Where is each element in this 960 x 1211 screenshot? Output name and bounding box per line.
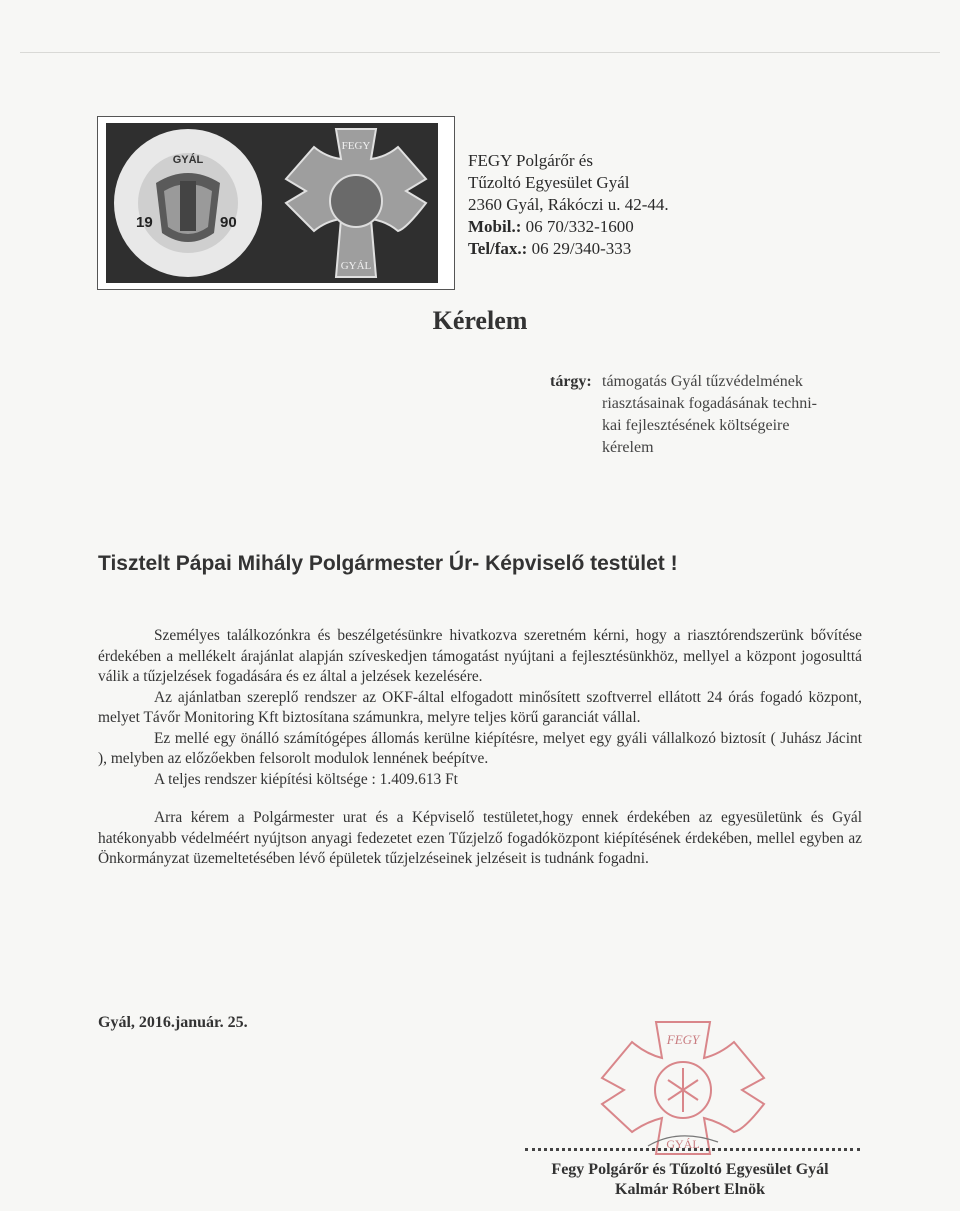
letterhead-logo-box bbox=[97, 116, 455, 290]
tel-value: 06 29/340-333 bbox=[527, 239, 632, 258]
polgarorseg-seal-icon bbox=[114, 129, 262, 277]
mobil-line bbox=[468, 216, 669, 238]
subject-line: kérelem bbox=[602, 439, 654, 456]
paragraph: Arra kérem a Polgármester urat és a Képviselő testületet,hogy ennek érdekében az egyesületünk és Gyál hatékonyabb védelméért nyújtson anyagi fedezetet ezen Tűzjelző fogadóközpont kiépítésének érdekében, mellel egyben az Önkormányzat üzemeltetésében lévő épületek tűzjelzéseinek jelzéseit is tudnánk fogadni. bbox=[98, 809, 862, 867]
subject-line: támogatás Gyál tűzvédelmének bbox=[602, 373, 803, 390]
letter-body bbox=[98, 626, 862, 870]
signature-dotted-line bbox=[525, 1148, 860, 1155]
svg-text:90: 90 bbox=[220, 214, 237, 231]
svg-text:GYÁL: GYÁL bbox=[340, 260, 372, 272]
tel-line bbox=[468, 238, 669, 260]
signer-block bbox=[520, 1160, 860, 1200]
top-rule bbox=[20, 52, 940, 53]
svg-text:FEGY: FEGY bbox=[341, 140, 371, 152]
subject-line: kai fejlesztésének költségeire bbox=[602, 417, 790, 434]
date-line: Gyál, 2016.január. 25. bbox=[98, 1014, 248, 1031]
logo-band bbox=[106, 123, 438, 283]
address: 2360 Gyál, Rákóczi u. 42-44. bbox=[468, 195, 669, 214]
subject-block bbox=[550, 371, 818, 456]
org-line2: Tűzoltó Egyesület Gyál bbox=[468, 173, 630, 192]
subject-line: riasztásainak fogadásának techni- bbox=[602, 395, 818, 412]
cost-paragraph: A teljes rendszer kiépítési költsége : 1.409.613 Ft bbox=[154, 770, 458, 788]
svg-text:19: 19 bbox=[136, 214, 153, 231]
signer-org: Fegy Polgárőr és Tűzoltó Egyesület Gyál bbox=[551, 1161, 829, 1178]
org-line1: FEGY Polgárőr és bbox=[468, 151, 593, 170]
signer-name: Kalmár Róbert Elnök bbox=[615, 1181, 765, 1198]
paragraph: Az ajánlatban szereplő rendszer az OKF-által elfogadott minősített szoftverrel ellátott 24 órás fogadó központ, melyet Távőr Monitoring Kft biztosítana számunkra, melyre teljes körű garanciát vállal. bbox=[98, 688, 862, 726]
fegy-stamp-icon bbox=[598, 1018, 768, 1158]
mobil-value: 06 70/332-1600 bbox=[521, 217, 634, 236]
svg-text:GYÁL: GYÁL bbox=[172, 154, 204, 166]
salutation: Tisztelt Pápai Mihály Polgármester Úr- Képviselő testület ! bbox=[98, 552, 678, 575]
paragraph: Ez mellé egy önálló számítógépes állomás kerülne kiépítésre, melyet egy gyáli vállalkozó biztosít ( Juhász Jácint ), melyben az előzőekben felsorolt modulok lennének beépítve. bbox=[98, 729, 862, 767]
stamp-top: FEGY bbox=[666, 1032, 700, 1047]
mobil-label: Mobil.: bbox=[468, 217, 522, 236]
letterhead-logos bbox=[106, 123, 438, 283]
stamp-bottom: GYÁL bbox=[666, 1137, 700, 1151]
subject-lines bbox=[602, 371, 817, 459]
document-title: Kérelem bbox=[432, 306, 528, 335]
paragraph: Személyes találkozónkra és beszélgetésünkre hivatkozva szeretném kérni, hogy a riasztórendszerünk bővítése érdekében a mellékelt árajánlat alapján szíveskedjen támogatást nyújtani a fejlesztésünkhöz, mellyel a központ jogosulttá válik a tűzjelzések fogadására és ez által a jelzések kezelésére. bbox=[98, 627, 862, 685]
contact-block bbox=[468, 150, 669, 260]
subject-label: tárgy: bbox=[550, 373, 592, 390]
tel-label: Tel/fax.: bbox=[468, 239, 528, 258]
fegy-cross-icon bbox=[286, 129, 426, 277]
